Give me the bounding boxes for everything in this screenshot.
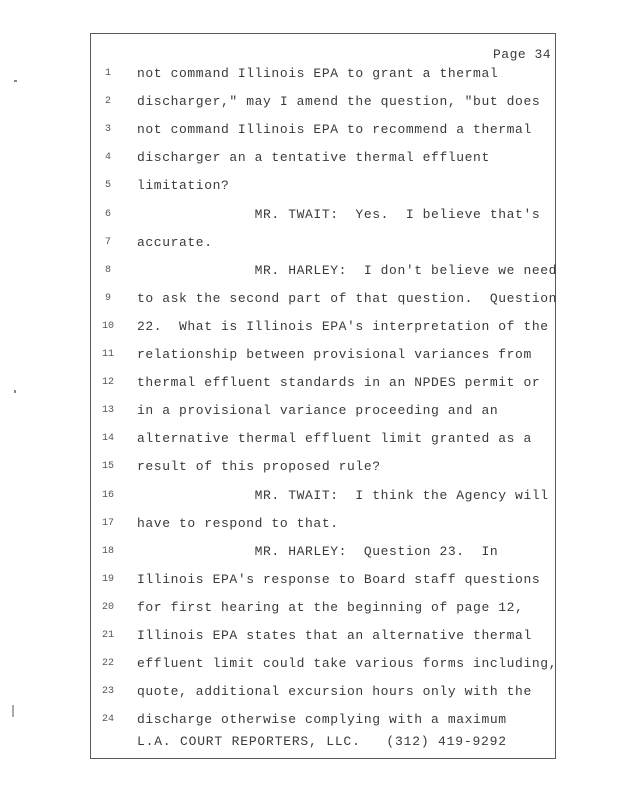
line-text: quote, additional excursion hours only with the bbox=[137, 684, 532, 700]
line-text: not command Illinois EPA to grant a thermal bbox=[137, 66, 499, 81]
line-text: MR. HARLEY: I don't believe we need bbox=[137, 262, 558, 278]
page-number: Page 34 bbox=[493, 47, 552, 62]
transcript-line bbox=[0, 150, 619, 178]
line-text: 22. What is Illinois EPA's interpretation of the bbox=[137, 318, 549, 334]
line-text: to ask the second part of that question. Question bbox=[137, 290, 558, 306]
transcript-line bbox=[0, 319, 619, 347]
line-number: 6 bbox=[104, 208, 111, 220]
line-text: thermal effluent standards in an NPDES permit or bbox=[137, 375, 541, 391]
scan-speck bbox=[14, 80, 17, 82]
line-number: 2 bbox=[104, 96, 111, 108]
line-number: 11 bbox=[101, 349, 114, 360]
transcript-line bbox=[0, 347, 619, 375]
transcript-line bbox=[0, 431, 619, 459]
line-text: limitation? bbox=[137, 178, 230, 194]
line-number: 14 bbox=[101, 433, 114, 445]
line-number: 8 bbox=[104, 264, 111, 276]
line-number: 3 bbox=[104, 124, 111, 136]
line-number: 17 bbox=[101, 517, 114, 529]
line-text: Illinois EPA states that an alternative thermal bbox=[137, 628, 532, 643]
line-text: alternative thermal effluent limit granted as a bbox=[137, 431, 532, 447]
line-text: result of this proposed rule? bbox=[137, 459, 381, 475]
line-text: discharger an a tentative thermal effluent bbox=[137, 150, 490, 166]
line-text: have to respond to that. bbox=[137, 515, 339, 531]
line-text: discharger," may I amend the question, "but does bbox=[137, 94, 541, 110]
line-text: effluent limit could take various forms including, bbox=[137, 656, 558, 672]
line-number: 20 bbox=[101, 601, 114, 613]
line-text: relationship between provisional variances from bbox=[137, 347, 532, 362]
transcript-line bbox=[0, 122, 619, 150]
transcript-line bbox=[0, 235, 619, 263]
line-number: 23 bbox=[101, 686, 114, 698]
transcript-line bbox=[0, 403, 619, 431]
line-number: 1 bbox=[104, 68, 111, 79]
line-number: 24 bbox=[101, 714, 114, 726]
line-text: in a provisional variance proceeding and an bbox=[137, 403, 499, 419]
line-number: 13 bbox=[101, 405, 114, 417]
line-number: 9 bbox=[104, 292, 111, 304]
scan-speck bbox=[12, 705, 14, 717]
line-text: not command Illinois EPA to recommend a thermal bbox=[137, 122, 532, 138]
line-number: 7 bbox=[104, 236, 111, 248]
line-number: 4 bbox=[104, 152, 111, 164]
transcript-line bbox=[0, 684, 619, 712]
line-number: 21 bbox=[101, 630, 114, 641]
transcript-line bbox=[0, 94, 619, 122]
line-number: 15 bbox=[101, 461, 114, 473]
transcript-line bbox=[0, 263, 619, 291]
transcript-line bbox=[0, 291, 619, 319]
line-text: Illinois EPA's response to Board staff questions bbox=[137, 571, 541, 587]
transcript-line bbox=[0, 66, 619, 94]
line-text: MR. TWAIT: Yes. I believe that's bbox=[137, 206, 541, 222]
transcript-line bbox=[0, 656, 619, 684]
transcript-line bbox=[0, 178, 619, 206]
scan-speck bbox=[14, 390, 16, 393]
line-text: discharge otherwise complying with a maximum bbox=[137, 712, 507, 728]
line-number: 18 bbox=[101, 545, 114, 557]
line-number: 5 bbox=[104, 180, 111, 192]
transcript-line bbox=[0, 572, 619, 600]
line-number: 10 bbox=[101, 320, 114, 332]
line-text: MR. TWAIT: I think the Agency will bbox=[137, 487, 549, 503]
line-text: MR. HARLEY: Question 23. In bbox=[137, 543, 499, 559]
line-text: for first hearing at the beginning of page 12, bbox=[137, 599, 524, 615]
line-number: 22 bbox=[101, 658, 114, 670]
transcript-line bbox=[0, 459, 619, 487]
transcript-line bbox=[0, 516, 619, 544]
transcript-line bbox=[0, 600, 619, 628]
line-number: 12 bbox=[101, 377, 114, 389]
line-number: 16 bbox=[101, 489, 114, 501]
transcript-line bbox=[0, 375, 619, 403]
line-number: 19 bbox=[101, 573, 114, 585]
court-reporter-footer: L.A. COURT REPORTERS, LLC. (312) 419-9292 bbox=[137, 734, 507, 749]
transcript-line bbox=[0, 488, 619, 516]
transcript-line bbox=[0, 628, 619, 656]
transcript-line bbox=[0, 207, 619, 235]
transcript-line bbox=[0, 544, 619, 572]
line-text: accurate. bbox=[137, 234, 213, 250]
